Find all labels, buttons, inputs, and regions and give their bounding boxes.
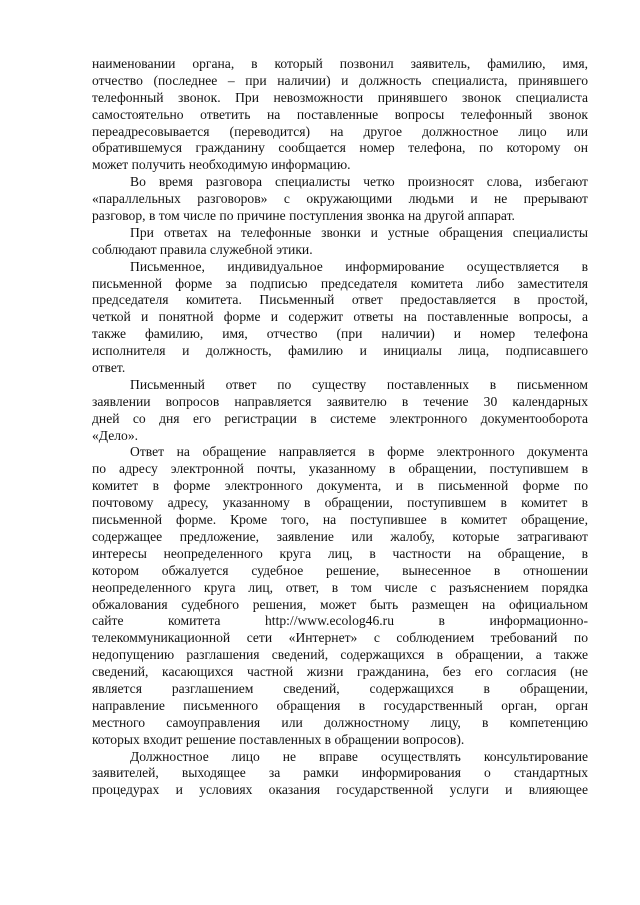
text-line: заявителей, выходящее за рамки информирования о стандартных <box>92 765 588 781</box>
text-line: телефонный звонок. При невозможности принявшего звонок специалиста <box>92 89 588 105</box>
text-line: Во время разговора специалисты четко произносят слова, избегают <box>130 174 588 190</box>
text-line: направление письменного обращения в государственный орган, орган <box>92 697 588 713</box>
text-line: При ответах на телефонные звонки и устные обращения специалисты <box>130 224 588 240</box>
text-line: по адресу электронной почты, указанному в обращении, поступившем в <box>92 461 588 477</box>
text-line: Ответ на обращение направляется в форме электронного документа <box>130 444 588 460</box>
paragraph <box>92 174 588 225</box>
text-line: сведений, касающихся частной жизни гражданина, без его согласия (не <box>92 664 588 680</box>
text-line: «Дело». <box>92 427 139 443</box>
text-line: переадресовывается (переводится) на другое должностное лицо или <box>92 123 588 139</box>
text-line: также фамилию, имя, отчество (при наличии) и номер телефона <box>92 326 588 342</box>
text-line: наименовании органа, в который позвонил заявитель, фамилию, имя, <box>92 56 588 71</box>
text-line: соблюдают правила служебной этики. <box>92 241 313 257</box>
text-line: самостоятельно ответить на поставленные вопросы телефонный звонок <box>92 106 588 122</box>
text-line: котором обжалуется судебное решение, вынесенное в отношении <box>92 562 588 578</box>
text-line: обратившемуся гражданину сообщается номер телефона, по которому он <box>92 140 588 156</box>
paragraph <box>92 56 588 174</box>
text-line: процедурах и условиях оказания государственной услуги и влияющее <box>92 782 588 798</box>
text-line: сайте комитета http://www.ecolog46.ru в информационно- <box>92 613 588 629</box>
paragraph <box>92 259 588 377</box>
text-line: интересы неопределенного круга лиц, в частности на обращение, в <box>92 545 588 561</box>
paragraph <box>92 749 588 800</box>
text-line: содержащее предложение, заявление или жалобу, которые затрагивают <box>92 528 588 544</box>
text-line: Письменное, индивидуальное информирование осуществляется в <box>130 258 588 274</box>
text-line: Должностное лицо не вправе осуществлять консультирование <box>130 748 588 764</box>
text-line: дней со дня его регистрации в системе электронного документооборота <box>92 410 588 426</box>
text-line: письменной форме. Кроме того, на поступившее в комитет обращение, <box>92 512 588 528</box>
text-line: почтовому адресу, указанному в обращении, поступившем в комитет в <box>92 495 588 511</box>
text-line: может получить необходимую информацию. <box>92 157 351 173</box>
text-line: недопущению разглашения сведений, содержащихся в обращении, а также <box>92 647 588 663</box>
text-line: ответ. <box>92 360 126 376</box>
text-line: четкой и понятной форме и содержит ответы на поставленные вопросы, а <box>92 309 588 325</box>
paragraph <box>92 225 588 259</box>
text-line: комитет в форме электронного документа, и в письменной форме по <box>92 478 588 494</box>
text-line: исполнителя и должность, фамилию и инициалы лица, подписавшего <box>92 343 588 359</box>
text-line: которых входит решение поставленных в обращении вопросов). <box>92 731 465 747</box>
text-line: является разглашением сведений, содержащихся в обращении, <box>92 680 588 696</box>
text-line: телекоммуникационной сети «Интернет» с соблюдением требований по <box>92 630 588 646</box>
paragraph <box>92 377 588 445</box>
text-line: неопределенного круга лиц, ответ, в том числе с разъяснением порядка <box>92 579 588 595</box>
text-line: письменной форме за подписью председателя комитета либо заместителя <box>92 275 588 291</box>
paragraph <box>92 444 588 748</box>
text-line: разговор, в том числе по причине поступления звонка на другой аппарат. <box>92 208 515 224</box>
text-line: обжалования судебного решения, может быть размещен на официальном <box>92 596 588 612</box>
text-line: председателя комитета. Письменный ответ предоставляется в простой, <box>92 292 588 308</box>
text-line: «параллельных разговоров» с окружающими людьми и не прерывают <box>92 191 588 207</box>
text-line: местного самоуправления или должностному лицу, в компетенцию <box>92 714 588 730</box>
text-line: заявлении вопросов направляется заявителю в течение 30 календарных <box>92 393 588 409</box>
text-line: отчество (последнее – при наличии) и должность специалиста, принявшего <box>92 72 588 88</box>
document-body <box>92 56 588 799</box>
text-line: Письменный ответ по существу поставленных в письменном <box>130 376 588 392</box>
